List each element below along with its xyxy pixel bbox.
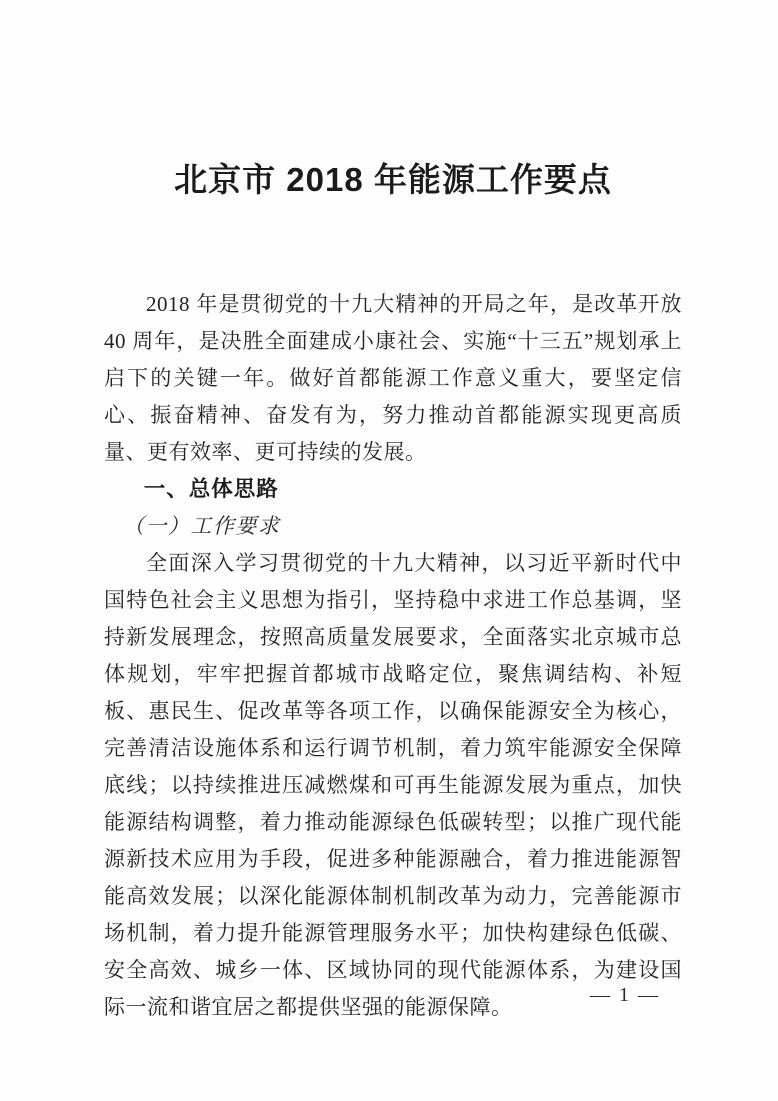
section-heading-overall-approach: 一、总体思路 <box>143 477 279 501</box>
subsection-heading-work-requirements: （一）工作要求 <box>122 514 281 538</box>
work-requirements-paragraph: 全面深入学习贯彻党的十九大精神，以习近平新时代中国特色社会主义思想为指引，坚持稳中求进工作总基调，坚持新发展理念，按照高质量发展要求，全面落实北京城市总体规划，牢牢把握首都城市战略定位，聚焦调结构、补短板、惠民生、促改革等各项工作，以确保能源安全为核心，完善清洁设施体系和运行调节机制，着力筑牢能源安全保障底线；以持续推进压减燃煤和可再生能源发展为重点，加快能源结构调整，着力推动能源绿色低碳转型；以推广现代能源新技术应用为手段，促进多种能源融合，着力推进能源智能高效发展；以深化能源体制机制改革为动力，完善能源市场机制，着力提升能源管理服务水平；加快构建绿色低碳、安全高效、城乡一体、区域协同的现代能源体系，为建设国际一流和谐宜居之都提供坚强的能源保障。 <box>104 551 682 1019</box>
document-title: 北京市 2018 年能源工作要点 <box>174 161 612 198</box>
intro-paragraph: 2018 年是贯彻党的十九大精神的开局之年，是改革开放 40 周年，是决胜全面建成小康社会、实施“十三五”规划承上启下的关键一年。做好首都能源工作意义重大，要坚定信心、振奋精神、奋发有为，努力推动首都能源实现更高质量、更有效率、更可持续的发展。 <box>104 292 682 464</box>
page-number: — 1 — <box>590 984 660 1006</box>
